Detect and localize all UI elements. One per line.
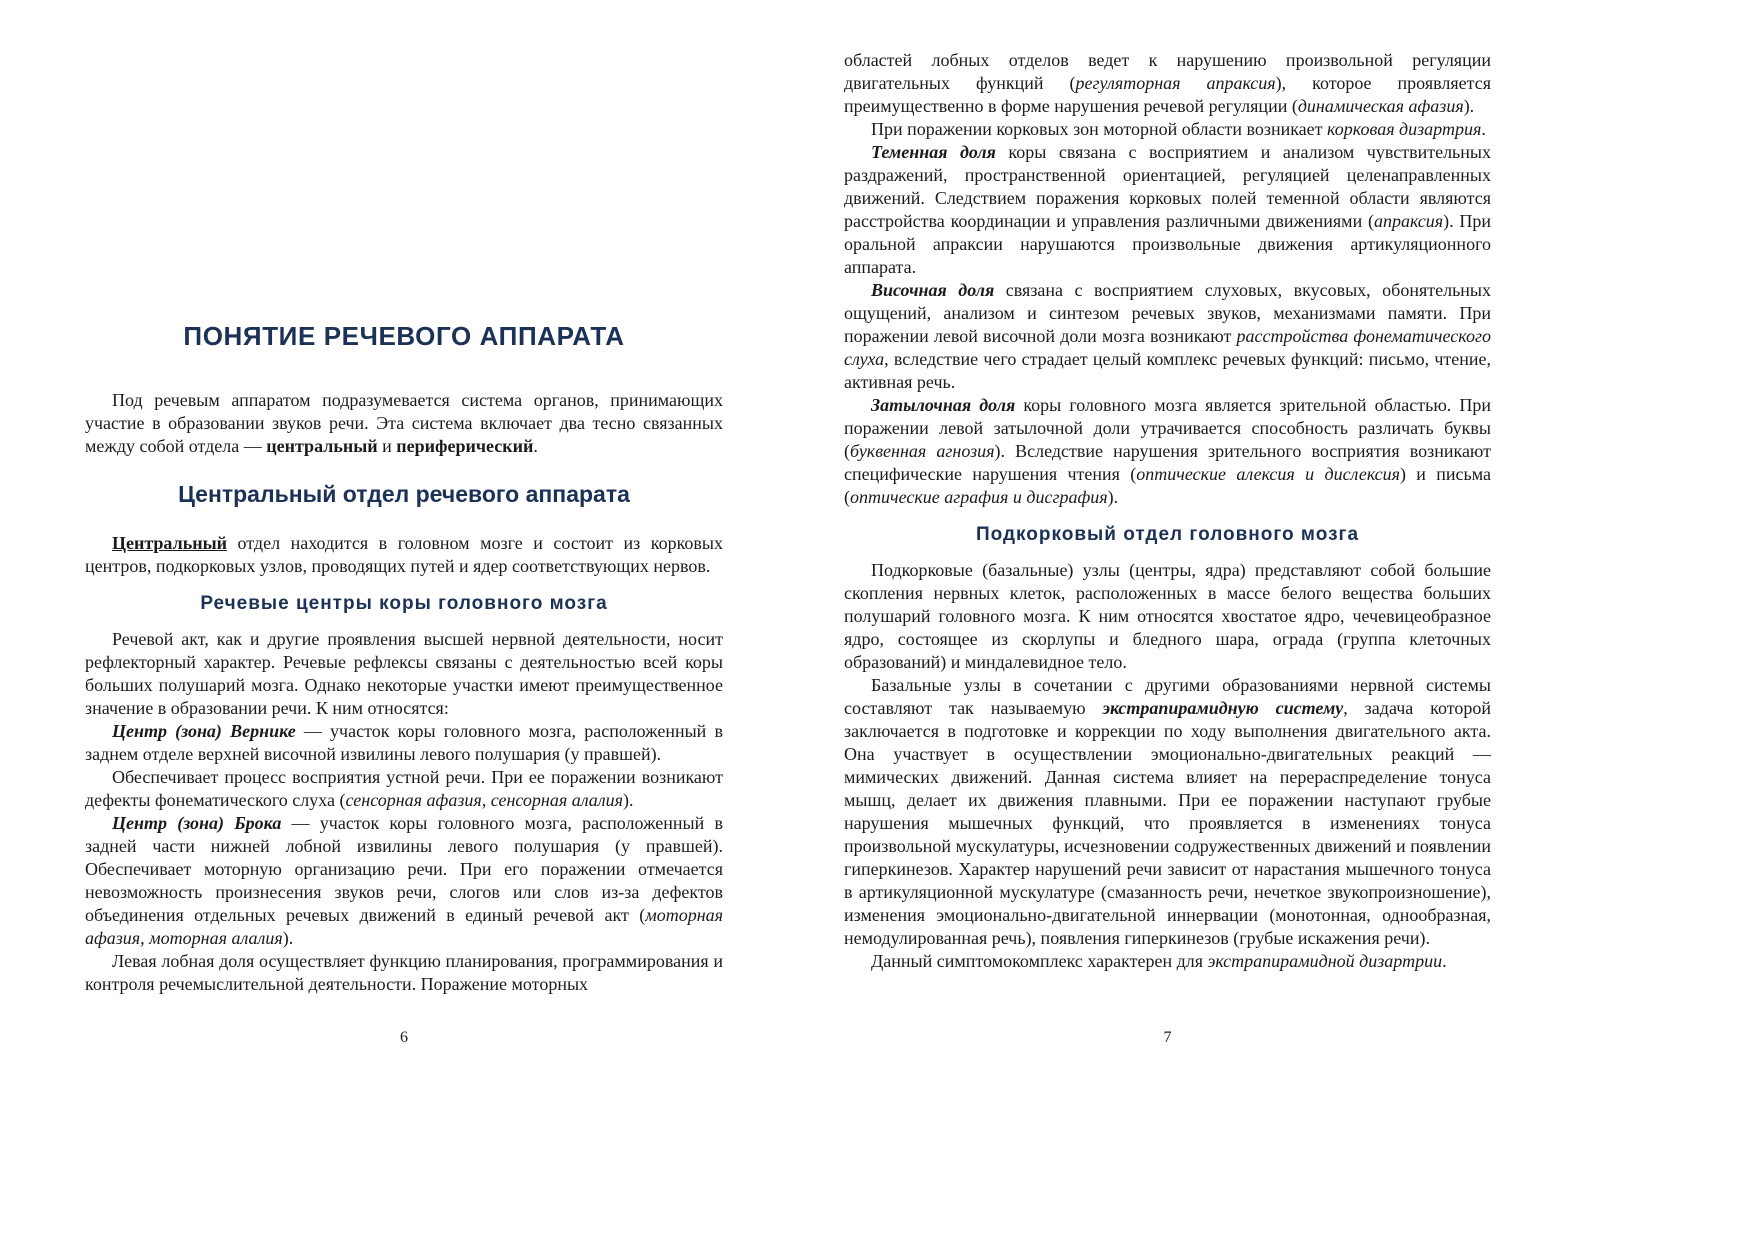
text-run: областей лобных отделов ведет к нарушению произвольной регуляции двигательных функций ( — [844, 50, 1491, 93]
text-run: ). При оральной апраксии нарушаются произвольные движения артикуляционного аппарата. — [844, 211, 1491, 277]
paragraph — [844, 559, 1491, 674]
paragraph — [85, 950, 723, 996]
text-run: Центральный отдел речевого аппарата — [178, 481, 630, 507]
text-run: оптические аграфия и дисграфия — [850, 487, 1108, 507]
page-left-content — [85, 320, 723, 996]
paragraph — [85, 812, 723, 950]
page-left — [85, 320, 723, 996]
text-run: Центр (зона) Брока — [112, 813, 282, 833]
section-heading — [85, 480, 723, 508]
text-run: сенсорная афазия, сенсорная алалия — [345, 790, 624, 810]
text-run: коры связана с восприятием и анализом чувствительных раздражений, пространственной ориентацией, регуляцией целенаправленных движений. Следствием поражения корковых полей теменной области являются расстройства координации и управления различными движениями ( — [844, 142, 1491, 231]
text-run: Центральный — [112, 533, 228, 553]
text-run: Затылочная доля — [871, 395, 1016, 415]
text-run: При поражении корковых зон моторной области возникает — [871, 119, 1328, 139]
text-run: Обеспечивает процесс восприятия устной речи. При ее поражении возникают дефекты фонематического слуха ( — [85, 767, 723, 810]
text-run: Данный симптомокомплекс характерен для — [871, 951, 1208, 971]
paragraph — [85, 720, 723, 766]
text-run: апраксия — [1373, 211, 1444, 231]
text-run: Речевые центры коры головного мозга — [200, 593, 608, 614]
text-run: оптические алексия и дислексия — [1136, 464, 1400, 484]
page-right-content — [844, 49, 1491, 973]
paragraph — [844, 674, 1491, 950]
text-run: , вследствие чего страдает целый комплекс речевых функций: письмо, чтение, активная речь. — [844, 349, 1491, 392]
text-run: ). Вследствие нарушения зрительного восприятия возникают специфические нарушения чтения ( — [844, 441, 1492, 484]
text-run: расстройства фонематического слуха — [844, 326, 1491, 369]
text-run: отдел находится в головном мозге и состоит из корковых центров, подкорковых узлов, проводящих путей и ядер соответствующих нервов. — [85, 533, 723, 576]
text-run: и — [377, 436, 397, 456]
text-run: Височная доля — [871, 280, 995, 300]
text-run: ) и письма ( — [844, 464, 1491, 507]
paragraph — [844, 279, 1491, 394]
text-run: Центр (зона) Вернике — [112, 721, 296, 741]
paragraph — [85, 532, 723, 578]
page-right — [844, 49, 1491, 973]
paragraph — [844, 950, 1491, 973]
text-run: — участок коры головного мозга, расположенный в заднем отделе верхней височной извилины левого полушария (у правшей). — [85, 721, 723, 764]
subsection-heading — [85, 592, 723, 616]
paragraph — [844, 141, 1491, 279]
text-run: динамическая афазия — [1297, 96, 1464, 116]
paragraph — [85, 389, 723, 458]
paragraph — [85, 766, 723, 812]
text-run: связана с восприятием слуховых, вкусовых, обонятельных ощущений, анализом и синтезом речевых звуков, механизмами памяти. При поражении левой височной доли мозга возникают — [844, 280, 1492, 346]
text-run: корковая дизартрия — [1327, 119, 1482, 139]
paragraph — [844, 394, 1491, 509]
page-number-left: 6 — [400, 1029, 408, 1046]
text-run: — участок коры головного мозга, расположенный в задней части нижней лобной извилины левого полушария (у правшей). Обеспечивает моторную организацию речи. При его поражении отмечается невозможность произнесения звуков речи, слогов или слов из-за дефектов объединения отдельных речевых движений в единый речевой акт ( — [85, 813, 723, 925]
text-run: ). — [1463, 96, 1475, 116]
text-run: . — [1442, 951, 1447, 971]
paragraph — [844, 49, 1491, 118]
text-run: моторная афазия, моторная алалия — [85, 905, 723, 948]
text-run: Левая лобная доля осуществляет функцию планирования, программирования и контроля речемыслительной деятельности. Поражение моторных — [85, 951, 723, 994]
text-run: буквенная агнозия — [850, 441, 995, 461]
text-run: Речевой акт, как и другие проявления высшей нервной деятельности, носит рефлекторный характер. Речевые рефлексы связаны с деятельностью всей коры больших полушарий мозга. Однако некоторые участки имеют преимущественное значение в образовании речи. К ним относятся: — [85, 629, 723, 718]
text-run: , задача которой заключается в подготовке и коррекции по ходу выполнения двигательного акта. Она участвует в осуществлении эмоционально-двигательных реакций — мимических движений. Данная система влияет на перераспределение тонуса мышц, делает их движения плавными. При ее поражении наступают грубые нарушения мышечных функций, что проявляется в изменениях тонуса произвольной мускулатуры, исчезновении содружественных движений и появлении гиперкинезов. Характер нарушений речи зависит от нарастания мышечного тонуса в артикуляционной мускулатуре (смазанность речи, нечеткое звукопроизношение), изменения эмоционально-двигательной иннервации (монотонная, однообразная, немодулированная речь), появления гиперкинезов (грубые искажения речи). — [844, 698, 1491, 948]
page-number-right: 7 — [1163, 1029, 1172, 1046]
paragraph — [85, 628, 723, 720]
text-run: . — [533, 436, 538, 456]
text-run: Теменная доля — [871, 142, 996, 162]
paragraph — [844, 118, 1491, 141]
text-run: периферический — [396, 436, 534, 456]
text-run: ), которое проявляется преимущественно в форме нарушения речевой регуляции ( — [844, 73, 1491, 116]
text-run: центральный — [266, 436, 378, 456]
text-run: экстрапирамидной дизартрии — [1207, 951, 1443, 971]
text-run: Базальные узлы в сочетании с другими образованиями нервной системы составляют так называемую — [844, 675, 1491, 718]
text-run: Подкорковые (базальные) узлы (центры, ядра) представляют собой большие скопления нервных клеток, расположенных в массе белого вещества больших полушарий головного мозга. К ним относятся хвостатое ядро, чечевицеобразное ядро, состоящее из скорлупы и бледного шара, ограда (группа клеточных образований) и миндалевидное тело. — [844, 560, 1491, 672]
text-run: Под речевым аппаратом подразумевается система органов, принимающих участие в образовании звуков речи. Эта система включает два тесно связанных между собой отдела — — [85, 390, 723, 456]
text-run: регуляторная апраксия — [1075, 73, 1276, 93]
text-run: Подкорковый отдел головного мозга — [975, 524, 1360, 545]
subsection-heading — [844, 523, 1491, 547]
text-run: ). — [623, 790, 634, 810]
text-run: ). — [1107, 487, 1119, 507]
text-run: . — [1481, 119, 1486, 139]
text-run: ПОНЯТИЕ РЕЧЕВОГО АППАРАТА — [183, 321, 625, 351]
text-run: коры головного мозга является зрительной областью. При поражении левой затылочной доли утрачивается способность различать буквы ( — [844, 395, 1492, 461]
page-title — [85, 320, 723, 352]
text-run: экстрапирамидную систему — [1102, 698, 1344, 718]
text-run: ). — [282, 928, 294, 948]
